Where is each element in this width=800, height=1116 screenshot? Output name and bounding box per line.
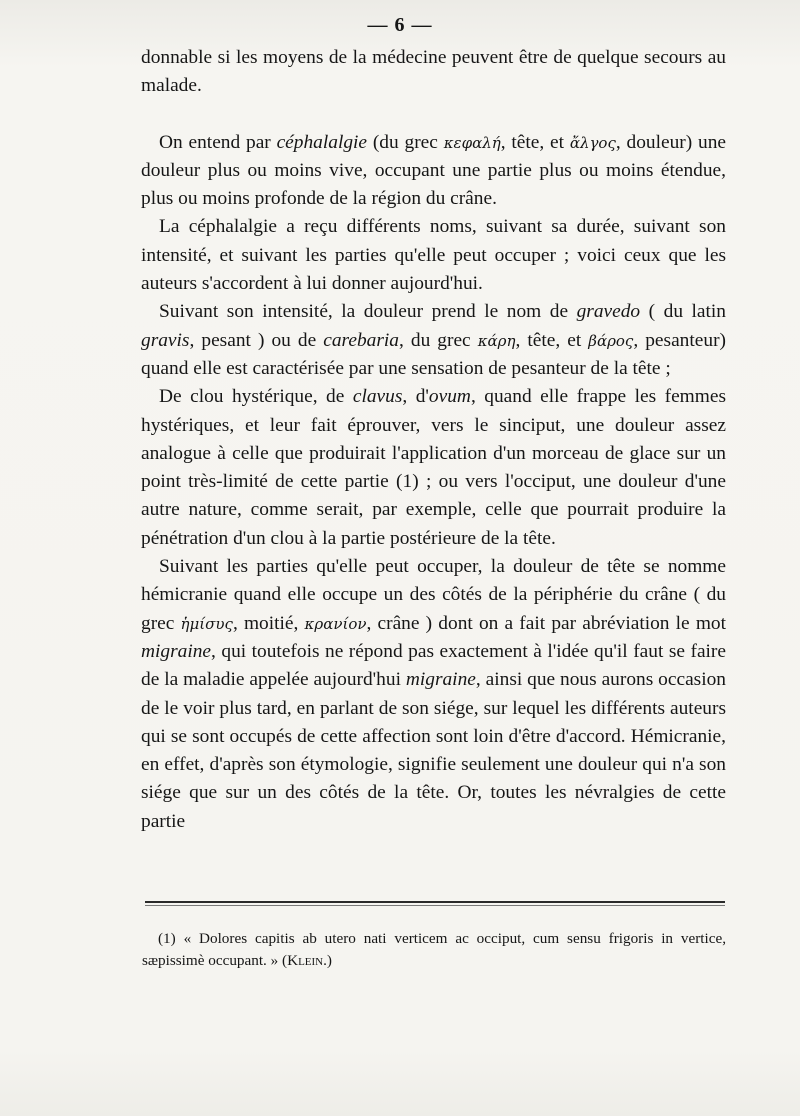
greek-term: ἡμίσυς — [180, 614, 233, 633]
text-run: La céphalalgie a reçu différents noms, suivant sa durée, suivant son intensité, et suivant les parties qu'elle peut occuper ; voici ceux que les auteurs s'accordent à lui donner aujourd'hui. — [141, 216, 726, 295]
paragraph — [141, 129, 726, 214]
footnote — [142, 928, 726, 972]
text-run: De clou hystérique, de — [159, 386, 353, 408]
paragraph — [141, 213, 726, 298]
footnote-author: Klein. — [287, 952, 327, 969]
text-run: Suivant son intensité, la douleur prend le nom de — [159, 301, 577, 323]
text-run: Suivant les parties qu'elle peut occuper, la douleur de tête se nomme hémicranie quand elle occupe un des côtés de la périphérie du crâne ( du grec — [141, 556, 726, 634]
footnote-text: (1) « Dolores capitis ab utero nati verticem ac occiput, cum sensu frigoris in vertice, sæpissimè occupant. » ( — [142, 930, 726, 969]
italic-term: céphalalgie — [276, 131, 368, 153]
text-run: , d' — [402, 386, 429, 408]
greek-term: κρανίον — [304, 614, 367, 633]
paragraph — [141, 44, 726, 101]
paragraph — [141, 553, 726, 836]
footnote-close: ) — [326, 952, 332, 969]
italic-term: gravedo — [576, 301, 641, 323]
body-text — [141, 44, 726, 836]
text-run: , du grec — [398, 329, 478, 351]
greek-term: κεφαλή — [443, 133, 501, 152]
text-run: , pesant ) ou de — [189, 329, 324, 351]
paragraph — [141, 298, 726, 383]
footnote-rule-thin — [145, 905, 725, 906]
text-run: (du grec — [367, 131, 444, 153]
page-number: — 6 — — [367, 14, 433, 36]
italic-term: ovum — [428, 386, 471, 408]
text-run: , pesanteur) quand elle est caractérisée par une sensation de pesanteur de la tête ; — [141, 329, 726, 379]
italic-term: migraine — [405, 669, 476, 691]
text-run: On entend par — [159, 131, 277, 153]
greek-term: κάρη — [477, 331, 516, 350]
italic-term: carebaria — [323, 329, 399, 351]
italic-term: migraine — [141, 640, 212, 662]
italic-term: clavus — [352, 386, 403, 408]
text-run: , ainsi que nous aurons occasion de le voir plus tard, en parlant de son siége, sur lequel les différents auteurs qui se sont occupés de cette affection sont loin d'être d'accord. Hémicranie, en effet, d'après son étymologie, signifie seulement une douleur qui n'a son siége que sur un des côtés de la tête. Or, toutes les névralgies de cette partie — [141, 669, 726, 832]
paragraph — [141, 383, 726, 553]
greek-term: βάρος — [588, 331, 634, 350]
greek-term: ἄλγος — [569, 133, 616, 152]
text-run: , douleur) une douleur plus ou moins vive, occupant une partie plus ou moins étendue, plus ou moins profonde de la région du crâne. — [141, 131, 727, 210]
text-run: , quand elle frappe les femmes hystériques, et leur fait éprouver, vers le sinciput, une douleur assez analogue à celle que produirait l'application d'un morceau de glace sur un point très-limité de cette partie (1) ; ou vers l'occiput, une douleur d'une autre nature, comme serait, par exemple, celle que pourrait produire la pénétration d'un clou à la partie postérieure de la tête. — [141, 386, 727, 549]
text-run: , tête, et — [500, 131, 570, 153]
footnote-rule — [145, 901, 725, 903]
text-run: donnable si les moyens de la médecine peuvent être de quelque secours au malade. — [141, 47, 726, 97]
italic-term: gravis — [141, 329, 190, 351]
text-run: , tête, et — [515, 329, 589, 351]
text-run: , crâne ) dont on a fait par abréviation le mot — [366, 612, 727, 634]
text-run: ( du latin — [640, 301, 726, 323]
text-run: , qui toutefois ne répond pas exactement à l'idée qu'il faut se faire de la maladie appelée aujourd'hui — [141, 640, 726, 691]
text-run: , moitié, — [232, 612, 305, 634]
